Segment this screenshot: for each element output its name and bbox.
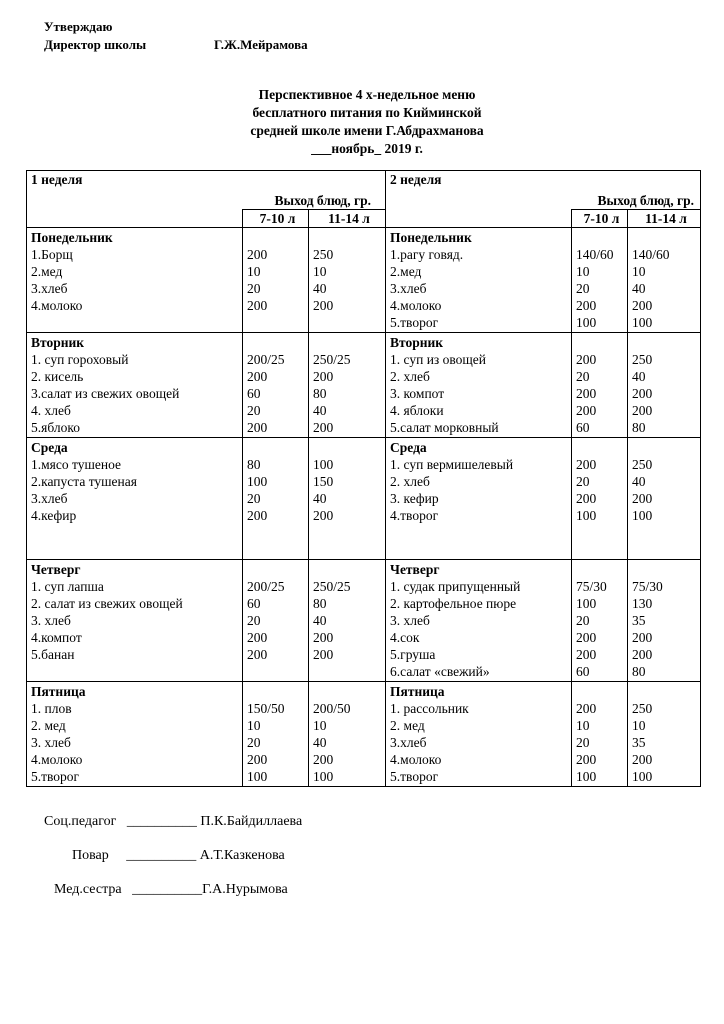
yield-value: 130 xyxy=(632,596,653,611)
yield-value: 200 xyxy=(576,386,597,401)
yield-7-10-cell xyxy=(243,682,309,787)
yield-value: 40 xyxy=(313,403,327,418)
dish-item: 3.хлеб xyxy=(31,281,68,296)
yield-value: 10 xyxy=(313,264,327,279)
dish-item: 1. судак припущенный xyxy=(390,579,521,594)
week2-header xyxy=(386,171,701,210)
dish-item: 2. хлеб xyxy=(390,474,430,489)
dish-item: 2. хлеб xyxy=(390,369,430,384)
dish-item: 4.молоко xyxy=(390,752,442,767)
week2-dishes-cell xyxy=(386,438,572,560)
yield-value: 200 xyxy=(313,630,334,645)
yield-value: 200 xyxy=(576,647,597,662)
yield-value: 140/60 xyxy=(576,247,614,262)
menu-table xyxy=(26,170,701,787)
yield-value xyxy=(632,524,700,541)
title-line: бесплатного питания по Кийминской xyxy=(252,105,482,120)
yield-value: 80 xyxy=(247,457,261,472)
yield-value: 200 xyxy=(247,369,268,384)
yield-value: 75/30 xyxy=(576,579,607,594)
yield-value: 80 xyxy=(313,596,327,611)
title-line: средней школе имени Г.Абдрахманова xyxy=(250,123,484,138)
yield-value: 200 xyxy=(576,752,597,767)
week2-dishes-cell xyxy=(386,682,572,787)
signature-role: Повар xyxy=(72,848,109,863)
yield-value xyxy=(313,524,385,541)
yield-7-10-cell xyxy=(243,560,309,682)
yield-value: 75/30 xyxy=(632,579,663,594)
week1-yield-label: Выход блюд, гр. xyxy=(274,193,372,208)
dish-item: 1. плов xyxy=(31,701,72,716)
yield-value: 20 xyxy=(247,403,261,418)
day-name: Среда xyxy=(31,440,68,455)
yield-11-14-cell xyxy=(309,682,386,787)
yield-7-10-cell xyxy=(572,228,628,333)
dish-item: 4.кефир xyxy=(31,508,77,523)
yield-value: 250 xyxy=(313,247,334,262)
approval-label: Утверждаю xyxy=(44,19,113,34)
yield-value: 200 xyxy=(576,352,597,367)
yield-value: 200 xyxy=(632,403,653,418)
dish-item: 1.мясо тушеное xyxy=(31,457,121,472)
dish-item: 4.молоко xyxy=(31,298,83,313)
dish-item: 6.салат «свежий» xyxy=(390,664,490,679)
yield-value: 10 xyxy=(247,718,261,733)
dish-item: 2.капуста тушеная xyxy=(31,474,137,489)
signature-line: __________ xyxy=(126,814,197,829)
yield-value xyxy=(313,663,385,680)
yield-value: 20 xyxy=(247,735,261,750)
age-header-7-10: 7-10 л xyxy=(572,210,628,228)
day-name: Понедельник xyxy=(31,230,113,245)
yield-7-10-cell xyxy=(243,333,309,438)
document-title xyxy=(0,86,724,158)
yield-value: 200 xyxy=(247,647,268,662)
yield-7-10-cell xyxy=(243,438,309,560)
week1-dishes-cell xyxy=(27,560,243,682)
yield-value: 200 xyxy=(576,630,597,645)
dish-item: 3. хлеб xyxy=(31,735,71,750)
director-title: Директор школы xyxy=(44,37,147,52)
yield-value: 200 xyxy=(313,647,334,662)
yield-11-14-cell xyxy=(309,438,386,560)
day-row xyxy=(27,228,701,333)
dish-item: 4. хлеб xyxy=(31,403,71,418)
yield-value: 250 xyxy=(632,701,653,716)
dish-item: 2. картофельное пюре xyxy=(390,596,517,611)
dish-item: 5.яблоко xyxy=(31,420,80,435)
dish-item: 5.груша xyxy=(390,647,436,662)
age-header-row xyxy=(27,210,701,228)
yield-value: 200 xyxy=(576,403,597,418)
yield-value: 80 xyxy=(313,386,327,401)
signature-role: Мед.сестра xyxy=(54,882,122,897)
yield-value xyxy=(632,541,700,558)
yield-value: 200 xyxy=(576,457,597,472)
dish-item: 2. мед xyxy=(390,718,425,733)
yield-7-10-cell xyxy=(572,560,628,682)
week2-dishes-cell xyxy=(386,228,572,333)
dish-item: 4.творог xyxy=(390,508,439,523)
yield-value: 150 xyxy=(313,474,334,489)
dish-item: 1. суп вермишелевый xyxy=(390,457,514,472)
week1-dishes-cell xyxy=(27,438,243,560)
signature-social-pedagogue xyxy=(44,814,302,830)
signature-name: Г.А.Нурымова xyxy=(202,882,288,897)
yield-value: 100 xyxy=(313,769,334,784)
week1-header xyxy=(27,171,386,210)
day-name: Пятница xyxy=(390,684,445,699)
yield-7-10-cell xyxy=(572,438,628,560)
yield-value: 200 xyxy=(632,386,653,401)
dish-item: 2. кисель xyxy=(31,369,84,384)
title-line: ___ноябрь_ 2019 г. xyxy=(311,141,423,156)
dish-item: 5.творог xyxy=(390,315,439,330)
yield-value: 35 xyxy=(632,613,646,628)
director-name: Г.Ж.Мейрамова xyxy=(214,37,308,52)
yield-11-14-cell xyxy=(309,228,386,333)
yield-7-10-cell xyxy=(572,682,628,787)
yield-11-14-cell xyxy=(309,333,386,438)
yield-value: 100 xyxy=(576,596,597,611)
dish-item: 3.салат из свежих овощей xyxy=(31,386,180,401)
yield-value: 200 xyxy=(247,420,268,435)
yield-value: 20 xyxy=(576,369,590,384)
dish-item: 2. салат из свежих овощей xyxy=(31,596,183,611)
dish-item: 3. хлеб xyxy=(390,613,430,628)
signature-nurse xyxy=(54,882,288,898)
dish-item: 4.сок xyxy=(390,630,420,645)
yield-value: 10 xyxy=(632,264,646,279)
yield-value: 200 xyxy=(632,298,653,313)
age-header-11-14: 11-14 л xyxy=(628,210,701,228)
yield-value: 20 xyxy=(247,613,261,628)
week1-dishes-cell xyxy=(27,228,243,333)
dish-item: 3. компот xyxy=(390,386,445,401)
day-name: Четверг xyxy=(390,562,440,577)
yield-value: 200 xyxy=(632,491,653,506)
week2-yield-label: Выход блюд, гр. xyxy=(597,193,695,208)
yield-7-10-cell xyxy=(572,333,628,438)
age-header-11-14: 11-14 л xyxy=(309,210,386,228)
dish-item: 2. мед xyxy=(31,718,66,733)
yield-value: 200/50 xyxy=(313,701,351,716)
yield-value: 60 xyxy=(576,664,590,679)
week2-dishes-cell xyxy=(386,333,572,438)
yield-value: 200 xyxy=(313,298,334,313)
yield-value: 40 xyxy=(313,281,327,296)
dish-item xyxy=(31,541,242,558)
yield-value: 200 xyxy=(313,508,334,523)
dish-item: 1. суп гороховый xyxy=(31,352,129,367)
yield-11-14-cell xyxy=(309,560,386,682)
yield-value: 200 xyxy=(632,630,653,645)
age-header-7-10: 7-10 л xyxy=(243,210,309,228)
dish-item: 1. суп лапша xyxy=(31,579,104,594)
dish-item: 5.творог xyxy=(390,769,439,784)
week1-dishes-cell xyxy=(27,682,243,787)
yield-11-14-cell xyxy=(628,560,701,682)
signature-cook xyxy=(72,848,285,864)
yield-value: 140/60 xyxy=(632,247,670,262)
yield-value: 200 xyxy=(632,752,653,767)
dish-item: 3.хлеб xyxy=(390,735,427,750)
yield-11-14-cell xyxy=(628,333,701,438)
yield-value: 100 xyxy=(313,457,334,472)
dish-item: 4.молоко xyxy=(31,752,83,767)
yield-value: 250/25 xyxy=(313,579,351,594)
yield-value: 10 xyxy=(247,264,261,279)
dish-item: 3. кефир xyxy=(390,491,439,506)
yield-value: 200 xyxy=(576,298,597,313)
day-row xyxy=(27,438,701,560)
yield-value: 80 xyxy=(632,664,646,679)
yield-value xyxy=(247,524,308,541)
dish-item xyxy=(31,663,242,680)
title-line: Перспективное 4 х-недельное меню xyxy=(258,87,476,102)
yield-value: 40 xyxy=(313,491,327,506)
day-name: Пятница xyxy=(31,684,86,699)
yield-value: 20 xyxy=(247,281,261,296)
yield-value: 200 xyxy=(247,298,268,313)
yield-value: 10 xyxy=(576,264,590,279)
yield-value: 20 xyxy=(576,613,590,628)
week2-label: 2 неделя xyxy=(390,172,442,187)
approval-block xyxy=(44,18,308,54)
yield-value: 20 xyxy=(576,474,590,489)
yield-value: 100 xyxy=(576,315,597,330)
signature-role: Соц.педагог xyxy=(44,814,117,829)
yield-value xyxy=(576,541,627,558)
yield-value: 80 xyxy=(632,420,646,435)
yield-value: 200 xyxy=(313,420,334,435)
yield-value: 20 xyxy=(247,491,261,506)
dish-item: 2.мед xyxy=(390,264,422,279)
yield-value: 200 xyxy=(313,752,334,767)
dish-item xyxy=(390,541,571,558)
day-name: Четверг xyxy=(31,562,81,577)
yield-value: 200 xyxy=(247,752,268,767)
day-name: Среда xyxy=(390,440,427,455)
dish-item: 3.хлеб xyxy=(31,491,68,506)
yield-value: 10 xyxy=(576,718,590,733)
dish-item: 1. рассольник xyxy=(390,701,469,716)
yield-value: 20 xyxy=(576,735,590,750)
signature-line: __________ xyxy=(126,848,197,863)
yield-value: 200 xyxy=(313,369,334,384)
day-row xyxy=(27,560,701,682)
dish-item: 5.салат морковный xyxy=(390,420,499,435)
yield-value: 40 xyxy=(632,369,646,384)
yield-value xyxy=(247,314,308,331)
yield-value: 200 xyxy=(632,647,653,662)
yield-value: 40 xyxy=(313,613,327,628)
week1-dishes-cell xyxy=(27,333,243,438)
yield-value: 250 xyxy=(632,457,653,472)
yield-value: 200 xyxy=(247,630,268,645)
day-name: Понедельник xyxy=(390,230,472,245)
yield-value: 10 xyxy=(632,718,646,733)
day-row xyxy=(27,333,701,438)
signature-name: А.Т.Казкенова xyxy=(199,848,285,863)
yield-value: 100 xyxy=(247,474,268,489)
yield-value: 100 xyxy=(247,769,268,784)
yield-value: 200 xyxy=(247,508,268,523)
dish-item: 2.мед xyxy=(31,264,63,279)
yield-value: 60 xyxy=(247,596,261,611)
yield-value: 40 xyxy=(632,474,646,489)
yield-value: 200 xyxy=(576,491,597,506)
dish-item: 3.хлеб xyxy=(390,281,427,296)
dish-item: 3. хлеб xyxy=(31,613,71,628)
dish-item: 1.Борщ xyxy=(31,247,73,262)
yield-value: 40 xyxy=(313,735,327,750)
dish-item: 4. яблоки xyxy=(390,403,444,418)
yield-value: 20 xyxy=(576,281,590,296)
dish-item: 4.молоко xyxy=(390,298,442,313)
yield-value: 35 xyxy=(632,735,646,750)
dish-item: 5.банан xyxy=(31,647,75,662)
yield-value: 200/25 xyxy=(247,352,285,367)
yield-value: 60 xyxy=(247,386,261,401)
dish-item xyxy=(390,524,571,541)
yield-value: 200 xyxy=(247,247,268,262)
signature-name: П.К.Байдиллаева xyxy=(200,814,303,829)
dish-item xyxy=(31,524,242,541)
dish-item: 1. суп из овощей xyxy=(390,352,487,367)
dish-item: 4.компот xyxy=(31,630,82,645)
week2-dishes-cell xyxy=(386,560,572,682)
yield-value: 100 xyxy=(576,508,597,523)
yield-value xyxy=(576,524,627,541)
yield-value xyxy=(247,541,308,558)
yield-11-14-cell xyxy=(628,228,701,333)
dish-item: 5.творог xyxy=(31,769,80,784)
day-row xyxy=(27,682,701,787)
yield-7-10-cell xyxy=(243,228,309,333)
yield-value: 200/25 xyxy=(247,579,285,594)
yield-value xyxy=(247,663,308,680)
yield-value: 10 xyxy=(313,718,327,733)
yield-value: 250 xyxy=(632,352,653,367)
yield-value: 200 xyxy=(576,701,597,716)
yield-11-14-cell xyxy=(628,682,701,787)
yield-value: 40 xyxy=(632,281,646,296)
dish-item: 1.рагу говяд. xyxy=(390,247,464,262)
yield-value: 100 xyxy=(632,508,653,523)
yield-value xyxy=(313,541,385,558)
yield-value: 100 xyxy=(632,315,653,330)
week1-label: 1 неделя xyxy=(31,172,83,187)
dish-item xyxy=(31,314,242,331)
yield-value: 100 xyxy=(576,769,597,784)
yield-value: 150/50 xyxy=(247,701,285,716)
table-header-row xyxy=(27,171,701,210)
day-name: Вторник xyxy=(390,335,444,350)
day-name: Вторник xyxy=(31,335,85,350)
yield-value: 100 xyxy=(632,769,653,784)
yield-value: 250/25 xyxy=(313,352,351,367)
yield-value: 60 xyxy=(576,420,590,435)
yield-value xyxy=(313,314,385,331)
signature-line: __________ xyxy=(132,882,203,897)
yield-11-14-cell xyxy=(628,438,701,560)
